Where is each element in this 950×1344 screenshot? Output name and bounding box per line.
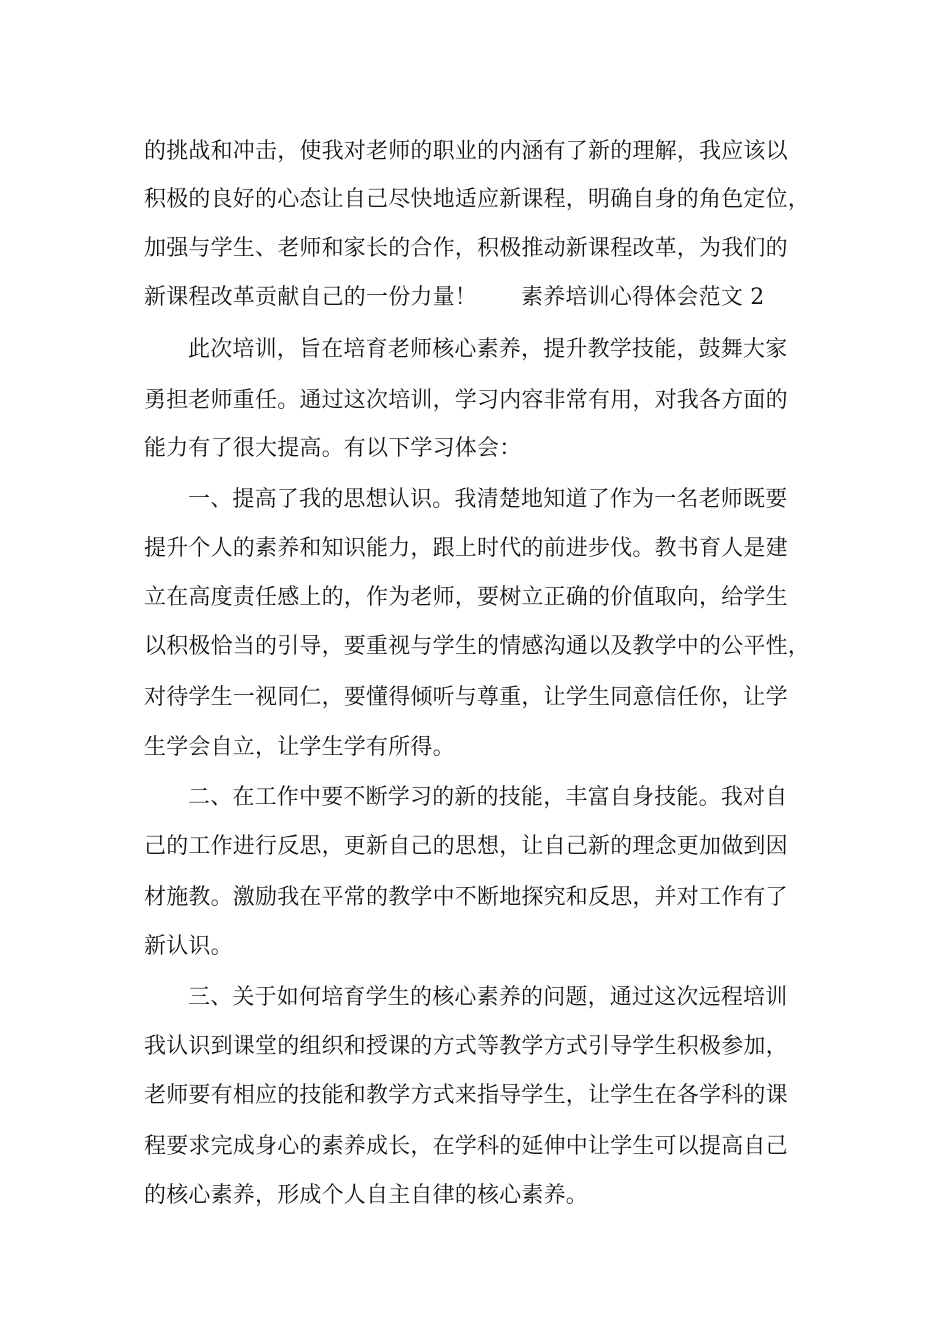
text-line: 积极的良好的心态让自己尽快地适应新课程，明确自身的角色定位， (144, 187, 811, 212)
text-line: 勇担老师重任。通过这次培训，学习内容非常有用，对我各方面的 (144, 388, 788, 413)
text-line: 对待学生一视同仁，要懂得倾听与尊重，让学生同意信任你，让学 (144, 685, 788, 710)
text-line: 生学会自立，让学生学有所得。 (144, 735, 455, 760)
paragraph-start: 一、提高了我的思想认识。我清楚地知道了作为一名老师既要 (188, 487, 788, 512)
text-line-segment: 新课程改革贡献自己的一份力量！ (144, 285, 478, 310)
text-line: 己的工作进行反思，更新自己的思想，让自己新的理念更加做到因 (144, 834, 788, 859)
section-heading: 素养培训心得体会范文 2 (521, 285, 765, 310)
paragraph-start: 二、在工作中要不断学习的新的技能，丰富自身技能。我对自 (188, 785, 788, 810)
text-line: 提升个人的素养和知识能力，跟上时代的前进步伐。教书育人是建 (144, 536, 788, 561)
text-line: 的核心素养，形成个人自主自律的核心素养。 (144, 1183, 589, 1208)
text-line: 老师要有相应的技能和教学方式来指导学生，让学生在各学科的课 (144, 1083, 788, 1108)
paragraph-start: 此次培训，旨在培育老师核心素养，提升教学技能，鼓舞大家 (188, 337, 788, 362)
text-line: 材施教。激励我在平常的教学中不断地探究和反思，并对工作有了 (144, 885, 788, 910)
text-line: 立在高度责任感上的，作为老师，要树立正确的价值取向，给学生 (144, 585, 788, 610)
text-line: 以积极恰当的引导，要重视与学生的情感沟通以及教学中的公平性， (144, 634, 811, 659)
text-line (144, 283, 764, 313)
text-line: 程要求完成身心的素养成长，在学科的延伸中让学生可以提高自己 (144, 1134, 788, 1159)
text-line: 我认识到课堂的组织和授课的方式等教学方式引导学生积极参加， (144, 1034, 788, 1059)
text-line: 能力有了很大提高。有以下学习体会： (144, 436, 522, 461)
text-line: 新认识。 (144, 934, 233, 959)
text-line: 加强与学生、老师和家长的合作，积极推动新课程改革，为我们的 (144, 236, 788, 261)
paragraph-start: 三、关于如何培育学生的核心素养的问题，通过这次远程培训 (188, 985, 788, 1010)
text-line: 的挑战和冲击，使我对老师的职业的内涵有了新的理解，我应该以 (144, 139, 788, 164)
